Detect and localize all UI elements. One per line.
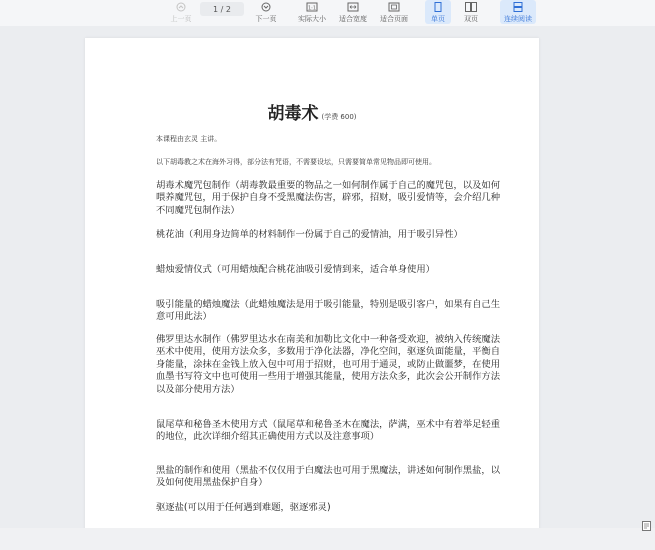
fit-width-label: 适合宽度 xyxy=(339,15,367,23)
actual-size-icon xyxy=(306,2,318,12)
status-bar xyxy=(0,528,655,550)
paragraph-2: 桃花油（利用身边简单的材料制作一份属于自己的爱情油，用于吸引异性） xyxy=(156,229,463,240)
arrow-up-icon xyxy=(175,2,187,12)
notes-icon[interactable] xyxy=(642,516,651,526)
page-number-input[interactable] xyxy=(200,2,244,16)
next-page-button[interactable] xyxy=(253,0,279,24)
document-title: 胡毒术 xyxy=(267,104,319,124)
single-page-button[interactable] xyxy=(425,0,451,24)
fit-page-label: 适合页面 xyxy=(380,15,408,23)
continuous-reading-button[interactable] xyxy=(500,0,536,24)
paragraph-4: 吸引能量的蜡烛魔法（此蜡烛魔法是用于吸引能量，特别是吸引客户，如果有自己生意可用此法） xyxy=(156,299,500,323)
pdf-toolbar xyxy=(0,0,655,26)
continuous-reading-icon xyxy=(512,2,524,12)
fit-page-icon xyxy=(388,2,400,12)
prev-page-label: 上一页 xyxy=(170,15,192,23)
single-page-label: 单页 xyxy=(431,15,445,23)
document-subtitle: (学费 600) xyxy=(321,113,357,121)
paragraph-5: 佛罗里达水制作（佛罗里达水在南美和加勒比文化中一种备受欢迎，被纳入传统魔法巫术中使用，使用方法众多，多数用于净化法器，净化空间，驱逐负面能量，平衡自身能量，涂抹在金钱上放入包中可用于招财，也可用于通灵，或防止做噩梦，在使用血墨书写符文中也可使用一些用于增强其能量，使用方法众多，此次会公开制作方法以及部分使用方法） xyxy=(156,334,500,395)
document-title-block xyxy=(85,99,539,124)
intro-line-1: 本课程由玄灵 主讲。 xyxy=(156,135,222,143)
document-page xyxy=(85,38,539,538)
single-page-icon xyxy=(432,2,444,12)
intro-line-2: 以下胡毒教之术在海外习得，部分法有咒语，不需要设坛，只需要简单常见物品即可使用。 xyxy=(156,158,436,166)
double-page-icon xyxy=(465,2,477,12)
double-page-label: 双页 xyxy=(464,15,478,23)
actual-size-label: 实际大小 xyxy=(298,15,326,23)
paragraph-3: 蜡烛爱情仪式（可用蜡烛配合桃花油吸引爱情到来，适合单身使用） xyxy=(156,264,435,275)
arrow-down-icon xyxy=(260,2,272,12)
prev-page-button[interactable] xyxy=(168,0,194,24)
fit-width-button[interactable] xyxy=(336,0,370,24)
paragraph-6: 鼠尾草和秘鲁圣木使用方式（鼠尾草和秘鲁圣木在魔法，萨满，巫术中有着举足轻重的地位，此次详细介绍其正确使用方式以及注意事项） xyxy=(156,419,500,443)
next-page-label: 下一页 xyxy=(255,15,277,23)
paragraph-8: 驱逐盐(可以用于任何遇到难题，驱逐邪灵) xyxy=(156,502,331,513)
paragraph-1: 胡毒术魔咒包制作（胡毒教最重要的物品之一如何制作属于自己的魔咒包，以及如何喂养魔咒包，用于保护自身不受黑魔法伤害，辟邪，招财，吸引爱情等，会介绍几种不同魔咒包制作法） xyxy=(156,180,500,216)
page-indicator-text: 1 / 2 xyxy=(213,4,231,14)
double-page-button[interactable] xyxy=(458,0,484,24)
continuous-reading-label: 连续阅读 xyxy=(504,15,532,23)
paragraph-7: 黑盐的制作和使用（黑盐不仅仅用于白魔法也可用于黑魔法，讲述如何制作黑盐，以及如何使用黑盐保护自身） xyxy=(156,465,500,489)
svg-text:1:1: 1:1 xyxy=(307,5,317,12)
fit-page-button[interactable] xyxy=(377,0,411,24)
actual-size-button[interactable] xyxy=(295,0,329,24)
fit-width-icon xyxy=(347,2,359,12)
